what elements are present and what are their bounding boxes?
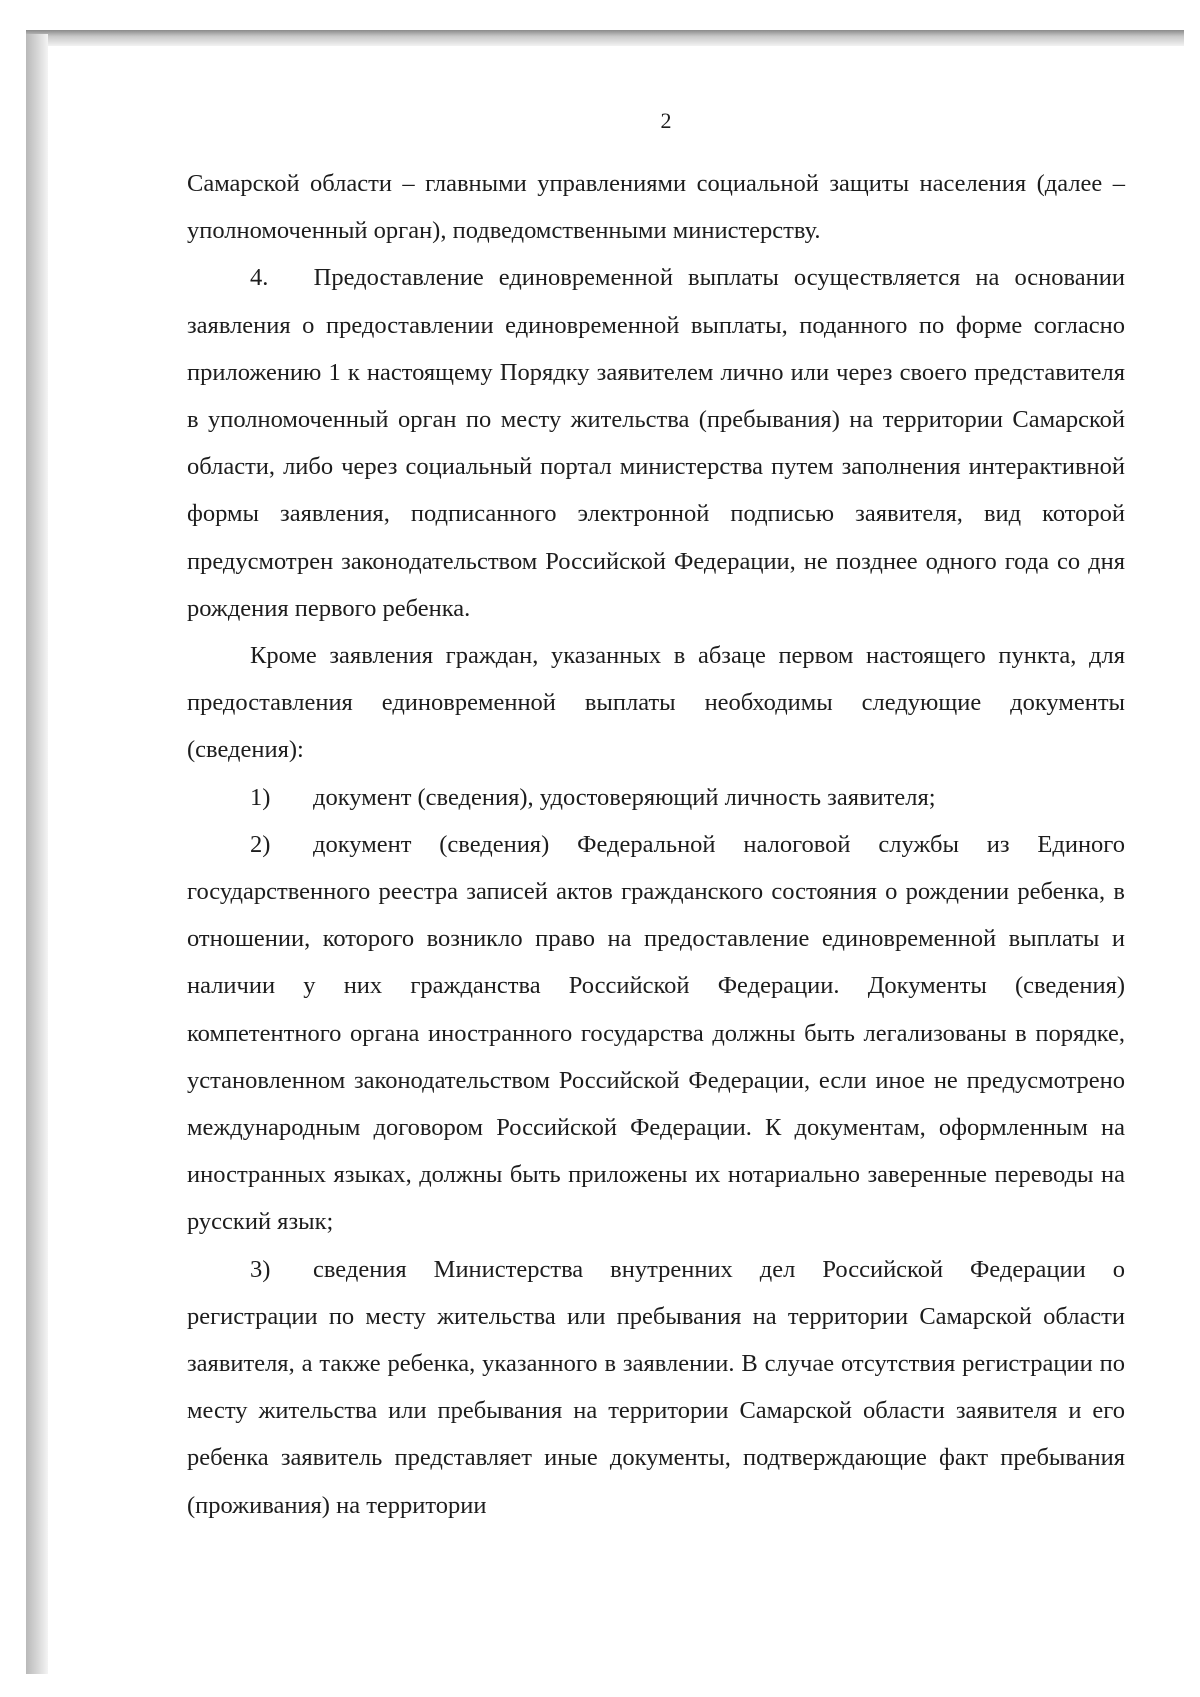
list-item bbox=[187, 774, 1125, 821]
list-item-text: сведения Министерства внутренних дел Российской Федерации о регистрации по месту жительства или пребывания на территории Самарской области заявителя, а также ребенка, указанного в заявлении. В случае отсутствия регистрации по месту жительства или пребывания на территории Самарской области заявителя и его ребенка заявитель представляет иные документы, подтверждающие факт пребывания (проживания) на территории bbox=[187, 1255, 1125, 1519]
paragraph-continuation: Самарской области – главными управлениями социальной защиты населения (далее – уполномоченный орган), подведомственными министерству. bbox=[187, 170, 1125, 245]
list-item bbox=[187, 821, 1125, 1246]
list-item bbox=[187, 1246, 1125, 1529]
page-number: 2 bbox=[660, 108, 672, 133]
list-item-text: документ (сведения), удостоверяющий личность заявителя; bbox=[313, 783, 936, 811]
list-item-number: 1) bbox=[250, 783, 271, 811]
list-item-text: документ (сведения) Федеральной налоговой службы из Единого государственного реестра записей актов гражданского состояния о рождении ребенка, в отношении, которого возникло право на предоставление единовременной выплаты и наличии у них гражданства Российской Федерации. Документы (сведения) компетентного органа иностранного государства должны быть легализованы в порядке, установленном законодательством Российской Федерации, если иное не предусмотрено международным договором Российской Федерации. К документам, оформленным на иностранных языках, должны быть приложены их нотариально заверенные переводы на русский язык; bbox=[187, 830, 1125, 1236]
list-item-number: 2) bbox=[250, 830, 271, 858]
scan-edge-top bbox=[26, 30, 1184, 46]
list-item-number: 3) bbox=[250, 1255, 271, 1283]
scan-edge-left bbox=[26, 34, 48, 1674]
document-page bbox=[187, 108, 1125, 1529]
paragraph-item-4: 4. Предоставление единовременной выплаты осуществляется на основании заявления о предоставлении единовременной выплаты, поданного по форме согласно приложению 1 к настоящему Порядку заявителем лично или через своего представителя в уполномоченный орган по месту жительства (пребывания) на территории Самарской области, либо через социальный портал министерства путем заполнения интерактивной формы заявления, подписанного электронной подписью заявителя, вид которой предусмотрен законодательством Российской Федерации, не позднее одного года со дня рождения первого ребенка. bbox=[187, 264, 1125, 622]
paragraph-documents-intro: Кроме заявления граждан, указанных в абзаце первом настоящего пункта, для предоставления единовременной выплаты необходимы следующие документы (сведения): bbox=[187, 642, 1125, 764]
